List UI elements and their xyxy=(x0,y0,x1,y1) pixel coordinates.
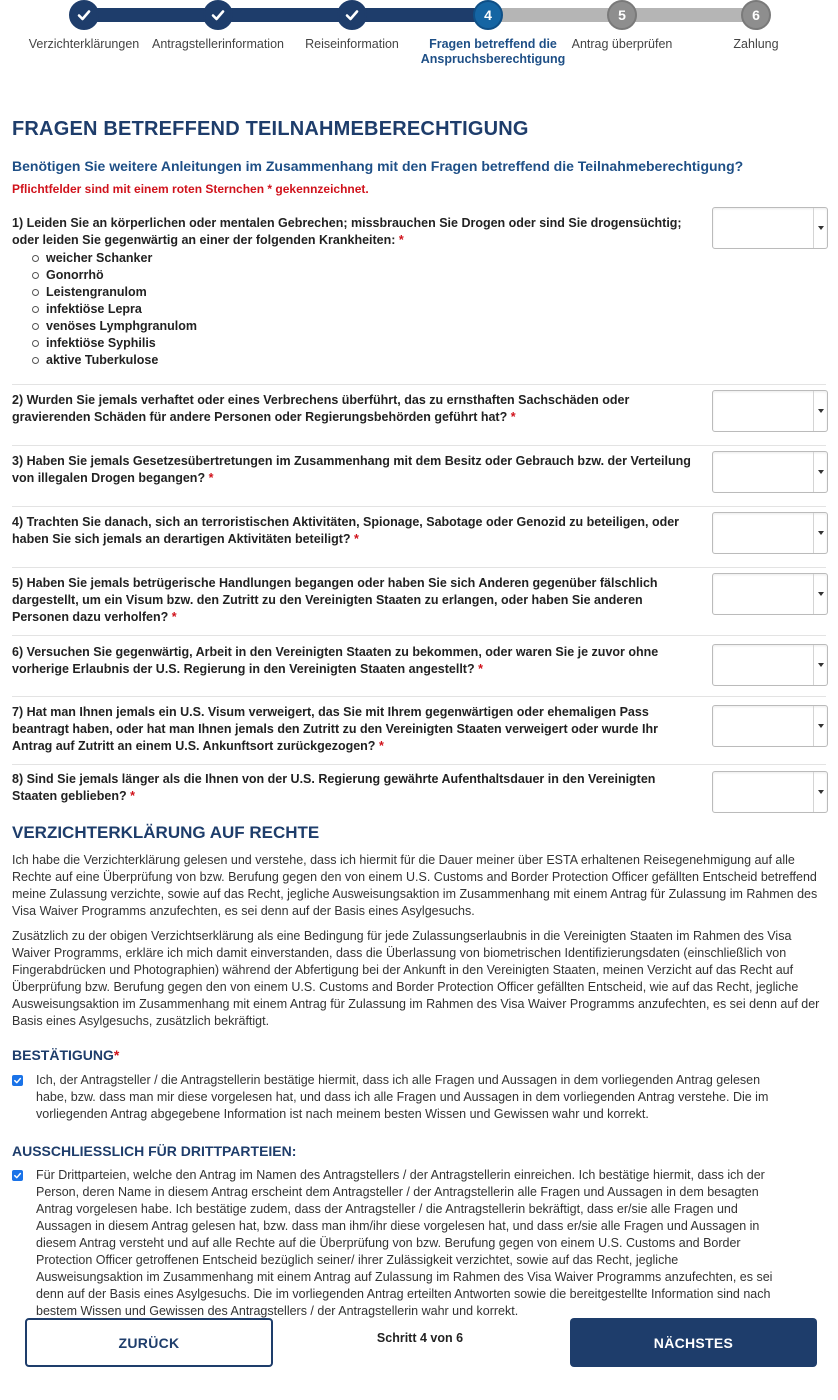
back-button[interactable]: ZURÜCK xyxy=(25,1318,273,1367)
question-6 xyxy=(12,636,826,697)
required-marker: * xyxy=(510,410,516,424)
caret-down-icon xyxy=(813,772,827,812)
circle-bullet-icon xyxy=(32,357,39,364)
list-item: aktive Tuberkulose xyxy=(32,352,826,369)
list-item: weicher Schanker xyxy=(32,250,826,267)
confirmation-checkbox[interactable] xyxy=(12,1075,23,1086)
question-3 xyxy=(12,446,826,507)
circle-bullet-icon xyxy=(32,306,39,313)
third-party-title: AUSSCHLIESSLICH FÜR DRITTPARTEIEN: xyxy=(12,1143,297,1159)
confirmation-text: Ich, der Antragsteller / die Antragstellerin bestätige hiermit, dass ich alle Fragen und Aussagen in dem vorliegenden Antrag gelesen habe, bzw. dass man mir diese vorgelesen hat, und dass ich alle Fragen und Aussagen in dem vorliegenden Antrag verstehe. Die im vorliegenden Antrag abgegebene Information ist nach meinem besten Wissen und Gewissen wahr und korrekt. xyxy=(36,1073,769,1121)
caret-down-icon xyxy=(813,391,827,431)
step-2-circle xyxy=(203,0,233,30)
list-item: infektiöse Syphilis xyxy=(32,335,826,352)
checkbox-checked-icon xyxy=(13,1076,22,1085)
list-item: Leistengranulom xyxy=(32,284,826,301)
question-1-text: 1) Leiden Sie an körperlichen oder mentalen Gebrechen; missbrauchen Sie Drogen oder sind Sie drogensüchtig; oder leiden Sie gegenwärtig an einer der folgenden Krankheiten: * xyxy=(12,216,682,247)
waiver-paragraph-1: Ich habe die Verzichterklärung gelesen und verstehe, dass ich hiermit für die Dauer meiner über ESTA erhaltenen Reisegenehmigung auf alle Rechte auf eine Überprüfung von bzw. Berufung gegen den von einem U.S. Customs and Border Protection Officer gefällten Entscheid betreffend meine Zulassung verzichte, sowie auf das Recht, jegliche Ausweisungsaktion im Zusammenhang mit einem Antrag für Zulassung im Rahmen des Visa Waiver Programms anzufechten, es sei denn auf der Basis eines Asylgesuchs. xyxy=(12,853,818,918)
third-party-text: Für Drittparteien, welche den Antrag im Namen des Antragstellers / der Antragstellerin einreichen. Ich bestätige hiermit, dass ich der Person, deren Name in diesem Antrag erscheint dem Antragsteller / der Antragstellerin alle Fragen und Aussagen in dem besagten Antrag vorgelesen habe. Ich bestätige zudem, dass der Antragsteller / die Antragstellerin bekräftigt, dass er/sie alle Fragen und Aussagen in diesem Antrag gelesen hat, bzw. dass man ihm/ihr diese vorgelesen hat, und dass er/sie alle Fragen und Aussagen in diesem Antrag versteht und auf alle Rechte auf die Überprüfung von bzw. Berufung gegen von einem U.S. Customs and Border Protection Officer getroffenen Entscheid bezüglich seiner/ ihrer Zulässigkeit verzichtet, sowie auf das Recht, jegliche Ausweisungsaktion im Zusammenhang mit einem Antrag auf Zulassung im Rahmen des Visa Waiver Programms anzufechten, es sei denn auf der Basis eines Asylgesuchs. Die im vorliegenden Antrag erteilten Antworten sowie die bereitgestellte Information sind nach bestem Wissen und Gewissen des Antragstellers / der Antragstellerin wahr und korrekt. xyxy=(36,1168,773,1318)
question-7-select[interactable] xyxy=(712,705,828,747)
circle-bullet-icon xyxy=(32,323,39,330)
circle-bullet-icon xyxy=(32,340,39,347)
step-6-circle: 6 xyxy=(741,0,771,30)
required-marker: * xyxy=(378,739,384,753)
confirmation-title: BESTÄTIGUNG* xyxy=(12,1047,120,1063)
caret-down-icon xyxy=(813,706,827,746)
step-5-label: Antrag überprüfen xyxy=(571,37,673,51)
circle-bullet-icon xyxy=(32,272,39,279)
checkbox-checked-icon xyxy=(13,1171,22,1180)
caret-down-icon xyxy=(813,574,827,614)
page-title: FRAGEN BETREFFEND TEILNAHMEBERECHTIGUNG xyxy=(12,118,529,140)
circle-bullet-icon xyxy=(32,255,39,262)
question-8-select[interactable] xyxy=(712,771,828,813)
waiver-title: VERZICHTERKLÄRUNG AUF RECHTE xyxy=(12,823,320,842)
caret-down-icon xyxy=(813,452,827,492)
third-party-checkbox[interactable] xyxy=(12,1170,23,1181)
waiver-paragraph-2: Zusätzlich zu der obigen Verzichtserklärung als eine Bedingung für jede Zulassungserlaubnis in die Vereinigten Staaten im Rahmen des Visa Waiver Programms, erkläre ich mich damit einverstanden, dass die Überlassung von biometrischen Identifizierungsdaten (einschließlich von Fingerabdrücken und Photographien) während der Abfertigung bei der Ankunft in den Vereinigten Staaten, meinen Verzicht auf das Recht auf Überprüfung bzw. Berufung gegen den von einem U.S. Customs and Border Protection Officer gefällten Entscheid, wie auf das Recht, jegliche Ausweisungsaktion im Zusammenhang mit einem Antrag für Zulassung im Rahmen des Visa Waiver Programms anzufechten, es sei denn auf der Basis eines Asylgesuchs, zusätzlich bekräftigt. xyxy=(12,929,820,1028)
progress-track-completed xyxy=(84,8,488,22)
list-item: infektiöse Lepra xyxy=(32,301,826,318)
question-4 xyxy=(12,507,826,568)
caret-down-icon xyxy=(813,645,827,685)
step-4-label: Fragen betreffend die Anspruchsberechtigung xyxy=(420,37,566,66)
main-content xyxy=(12,118,826,1320)
question-3-select[interactable] xyxy=(712,451,828,493)
caret-down-icon xyxy=(813,513,827,553)
question-1-select[interactable] xyxy=(712,207,828,249)
required-marker: * xyxy=(398,233,404,247)
question-8-text: 8) Sind Sie jemals länger als die Ihnen von der U.S. Regierung gewährte Aufenthaltsdauer in den Vereinigten Staaten geblieben? * xyxy=(12,772,656,803)
check-icon xyxy=(210,7,226,23)
required-marker: * xyxy=(113,1047,120,1063)
step-4-circle: 4 xyxy=(473,0,503,30)
caret-down-icon xyxy=(813,208,827,248)
next-button[interactable]: NÄCHSTES xyxy=(570,1318,817,1367)
question-7-text: 7) Hat man Ihnen jemals ein U.S. Visum verweigert, das Sie mit Ihrem gegenwärtigen oder ehemaligen Pass beantragt haben, oder hat man Ihnen jemals den Zutritt zu den Vereinigten Staaten verweigert oder wurde Ihr Antrag auf Zutritt an einem U.S. Ankunftsort zurückgezogen? * xyxy=(12,705,658,753)
required-marker: * xyxy=(208,471,214,485)
required-marker: * xyxy=(478,662,483,676)
question-3-text: 3) Haben Sie jemals Gesetzesübertretungen im Zusammenhang mit dem Besitz oder Gebrauch bzw. der Verteilung von illegalen Drogen begangen? * xyxy=(12,454,691,485)
question-6-text: 6) Versuchen Sie gegenwärtig, Arbeit in den Vereinigten Staaten zu bekommen, oder waren Sie je zuvor ohne vorherige Erlaubnis der U.S. Regierung in den Vereinigten Staaten angestellt? * xyxy=(12,645,659,676)
step-1-label: Verzichterklärungen xyxy=(28,37,140,51)
step-6-label: Zahlung xyxy=(733,37,779,51)
check-icon xyxy=(344,7,360,23)
progress-stepper xyxy=(0,0,838,80)
required-fields-note: Pflichtfelder sind mit einem roten Sternchen * gekennzeichnet. xyxy=(12,182,369,196)
step-2-label: Antragstellerinformation xyxy=(151,37,284,51)
question-1 xyxy=(12,207,826,385)
required-marker: * xyxy=(354,532,359,546)
circle-bullet-icon xyxy=(32,289,39,296)
question-2-select[interactable] xyxy=(712,390,828,432)
question-5-select[interactable] xyxy=(712,573,828,615)
third-party-row xyxy=(12,1167,826,1320)
list-item: Gonorrhö xyxy=(32,267,826,284)
question-4-select[interactable] xyxy=(712,512,828,554)
question-2 xyxy=(12,385,826,446)
question-5-text: 5) Haben Sie jemals betrügerische Handlungen begangen oder haben Sie sich Anderen gegenüber fälschlich dargestellt, um ein Visum bzw. den Zutritt zu den Vereinigten Staaten zu erlangen, oder haben Sie anderen Personen dazu verholfen? * xyxy=(12,576,658,624)
check-icon xyxy=(76,7,92,23)
disease-list xyxy=(32,250,826,369)
step-5-circle: 5 xyxy=(607,0,637,30)
list-item: venöses Lymphgranulom xyxy=(32,318,826,335)
question-2-text: 2) Wurden Sie jemals verhaftet oder eines Verbrechens überführt, das zu ernsthaften Sachschäden oder gravierenden Schäden für andere Personen oder Regierungsbehörden geführt hat? * xyxy=(12,393,630,424)
question-5 xyxy=(12,568,826,636)
eligibility-help-link[interactable]: Benötigen Sie weitere Anleitungen im Zusammenhang mit den Fragen betreffend die Teilnahmeberechtigung? xyxy=(12,158,744,174)
step-1-circle xyxy=(69,0,99,30)
question-7 xyxy=(12,697,826,765)
required-marker: * xyxy=(130,789,135,803)
confirmation-row xyxy=(12,1072,826,1123)
required-marker: * xyxy=(171,610,177,624)
question-8 xyxy=(12,765,826,821)
step-3-circle xyxy=(337,0,367,30)
question-6-select[interactable] xyxy=(712,644,828,686)
step-counter: Schritt 4 von 6 xyxy=(376,1331,464,1345)
question-4-text: 4) Trachten Sie danach, sich an terroristischen Aktivitäten, Spionage, Sabotage oder Genozid zu beteiligen, oder haben Sie sich jemals an derartigen Aktivitäten beteiligt? * xyxy=(12,515,680,546)
step-3-label: Reiseinformation xyxy=(305,37,399,51)
